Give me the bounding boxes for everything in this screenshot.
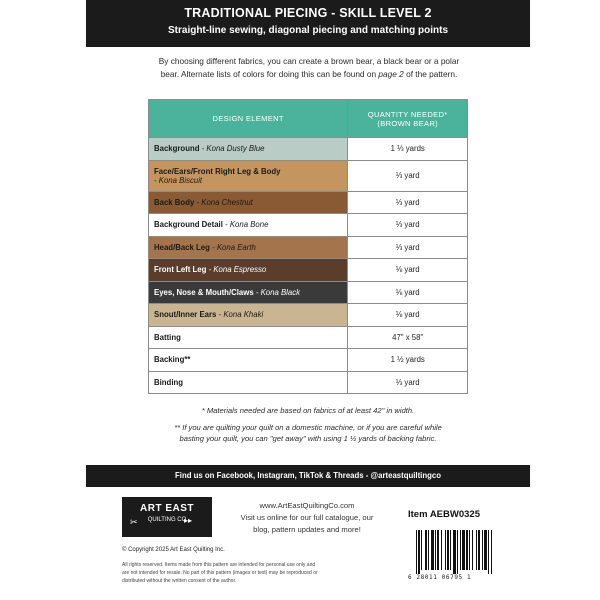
skill-level-subtitle: Straight-line sewing, diagonal piecing and matching points xyxy=(167,25,449,36)
quantity-cell: ⅓ yard xyxy=(348,236,468,259)
quantity-header-line1: QUANTITY NEEDED* xyxy=(367,109,448,119)
table-row xyxy=(149,191,468,214)
copyright-notice: © Copyright 2025 Art East Quilting Inc. xyxy=(122,547,225,553)
barcode-bar xyxy=(466,530,468,570)
barcode-bar xyxy=(478,530,480,570)
fabric-name: - Kona Bone xyxy=(222,220,269,230)
table-row xyxy=(149,236,468,259)
fabric-name: - Kona Biscuit xyxy=(154,175,203,185)
barcode-bar xyxy=(488,530,489,574)
barcode-bar xyxy=(484,530,487,570)
design-element-cell xyxy=(149,236,348,259)
pattern-back-cover xyxy=(86,0,530,600)
logo-needle-icon: ✂ xyxy=(130,517,138,527)
logo-arrows-icon: ▸▸ xyxy=(184,516,193,525)
quantity-cell: 47" x 58" xyxy=(348,326,468,349)
design-element-cell xyxy=(149,304,348,327)
barcode-bar xyxy=(482,530,483,570)
barcode-bar xyxy=(418,530,420,574)
element-label: Snout/Inner Ears xyxy=(154,310,217,320)
table-row xyxy=(149,160,468,191)
barcode-bar xyxy=(435,530,436,570)
element-label: Background xyxy=(154,144,200,154)
barcode-bar xyxy=(445,530,446,570)
quantity-cell: 1 ½ yards xyxy=(348,349,468,372)
quantity-cell: ⅓ yard xyxy=(348,371,468,394)
header-banner xyxy=(86,0,530,47)
rights-notice xyxy=(122,561,382,585)
column-header-quantity xyxy=(348,100,468,138)
fabric-name: - Kona Dusty Blue xyxy=(199,144,265,154)
table-row xyxy=(149,138,468,161)
element-label: Head/Back Leg xyxy=(154,242,210,252)
table-row xyxy=(149,349,468,372)
column-header-design-element: DESIGN ELEMENT xyxy=(149,100,348,138)
table-row xyxy=(149,326,468,349)
design-element-cell xyxy=(149,138,348,161)
backing-footnote-line1: ** If you are quilting your quilt on a domestic machine, or if you are careful while xyxy=(174,423,442,432)
logo-line-1: ART EAST xyxy=(140,503,194,514)
element-label: Front Left Leg xyxy=(154,265,207,275)
materials-footnote: * Materials needed are based on fabrics of at least 42" in width. xyxy=(201,406,415,415)
quantity-cell: ⅓ yard xyxy=(348,191,468,214)
element-label: Background Detail xyxy=(154,220,223,230)
table-row xyxy=(149,371,468,394)
barcode-bar xyxy=(457,530,458,574)
intro-emphasis: page 2 xyxy=(378,68,404,79)
element-label: Back Body xyxy=(154,197,195,207)
barcode-bar xyxy=(421,530,422,570)
fabric-name: - Kona Black xyxy=(253,287,301,297)
quantity-cell: ⅛ yard xyxy=(348,304,468,327)
table-header-row xyxy=(149,100,468,138)
backing-footnote xyxy=(108,422,508,444)
backing-footnote-line2: basting your quilt, you can "get away" with using 1 ½ yards of backing fabric. xyxy=(179,434,437,443)
intro-text-end: of the pattern. xyxy=(403,68,458,79)
social-media-banner: Find us on Facebook, Instagram, TikTok & Threads - @arteastquiltingco xyxy=(86,465,530,487)
design-element-cell xyxy=(149,281,348,304)
fabric-name: - Kona Earth xyxy=(209,242,256,252)
website-link[interactable]: www.ArtEastQuiltingCo.com xyxy=(259,501,355,510)
barcode-bar xyxy=(416,530,417,574)
element-label: Batting xyxy=(154,332,181,342)
design-element-cell xyxy=(149,259,348,282)
rights-line-1: All rights reserved. Items made from this pattern are intended for personal use only and xyxy=(122,562,316,568)
fabric-name: - Kona Khaki xyxy=(216,310,264,320)
rights-line-2: are not intended for resale. No part of this pattern (images or text) may be reproduced or xyxy=(122,570,318,576)
quantity-cell: ⅓ yard xyxy=(348,214,468,237)
art-east-logo xyxy=(122,497,212,537)
item-number: Item AEBW0325 xyxy=(408,509,480,520)
barcode-bar xyxy=(425,530,427,570)
design-element-cell xyxy=(149,160,348,191)
barcode-bar xyxy=(431,530,434,570)
skill-level-title: TRADITIONAL PIECING - SKILL LEVEL 2 xyxy=(184,6,432,20)
website-text-2: blog, pattern updates and more! xyxy=(253,525,361,534)
element-label: Face/Ears/Front Right Leg & Body xyxy=(154,166,281,176)
quantity-cell: ⅛ yard xyxy=(348,281,468,304)
materials-table xyxy=(148,99,468,394)
design-element-cell xyxy=(149,349,348,372)
table-row xyxy=(149,259,468,282)
intro-paragraph xyxy=(104,55,514,80)
barcode-bar xyxy=(476,530,477,570)
website-block xyxy=(228,500,386,536)
design-element-cell xyxy=(149,191,348,214)
rights-line-3: distributed without the written consent of the author. xyxy=(122,578,237,584)
barcode-bar xyxy=(447,530,449,570)
element-label: Eyes, Nose & Mouth/Claws xyxy=(154,287,254,297)
quantity-cell: ⅛ yard xyxy=(348,259,468,282)
barcode-digits: 6 28011 06795 1 xyxy=(408,574,472,581)
barcode-bar xyxy=(441,530,442,570)
design-element-cell xyxy=(149,326,348,349)
element-label: Backing** xyxy=(154,355,191,365)
fabric-name: - Kona Chestnut xyxy=(194,197,253,207)
table-row xyxy=(149,214,468,237)
barcode-bar xyxy=(460,530,461,570)
barcode-bar xyxy=(428,530,429,570)
table-row xyxy=(149,304,468,327)
quantity-cell: 1 ⅓ yards xyxy=(348,138,468,161)
barcode-bar xyxy=(450,530,451,570)
intro-line-2 xyxy=(104,68,514,81)
quantity-cell: ⅓ yard xyxy=(348,160,468,191)
fabric-name: - Kona Espresso xyxy=(206,265,267,275)
quantity-header-line2: (BROWN BEAR) xyxy=(377,118,438,128)
design-element-cell xyxy=(149,371,348,394)
barcode-bar xyxy=(437,530,439,570)
barcode-bars xyxy=(416,530,510,574)
barcode-bar xyxy=(491,530,492,574)
barcode-bar xyxy=(469,530,470,570)
table-row xyxy=(149,281,468,304)
element-label: Binding xyxy=(154,377,184,387)
materials-table-body xyxy=(149,138,468,394)
website-text-1: Visit us online for our full catalogue, our xyxy=(240,513,374,522)
upc-barcode xyxy=(408,530,514,582)
logo-line-2: QUILTING CO xyxy=(147,517,187,523)
barcode-bar xyxy=(453,530,456,574)
intro-line-1: By choosing different fabrics, you can create a brown bear, a black bear or a polar xyxy=(158,56,460,66)
intro-text: bear. Alternate lists of colors for doing this can be found on xyxy=(160,68,379,79)
design-element-cell xyxy=(149,214,348,237)
barcode-bar xyxy=(462,530,465,570)
barcode-bar xyxy=(472,530,473,570)
